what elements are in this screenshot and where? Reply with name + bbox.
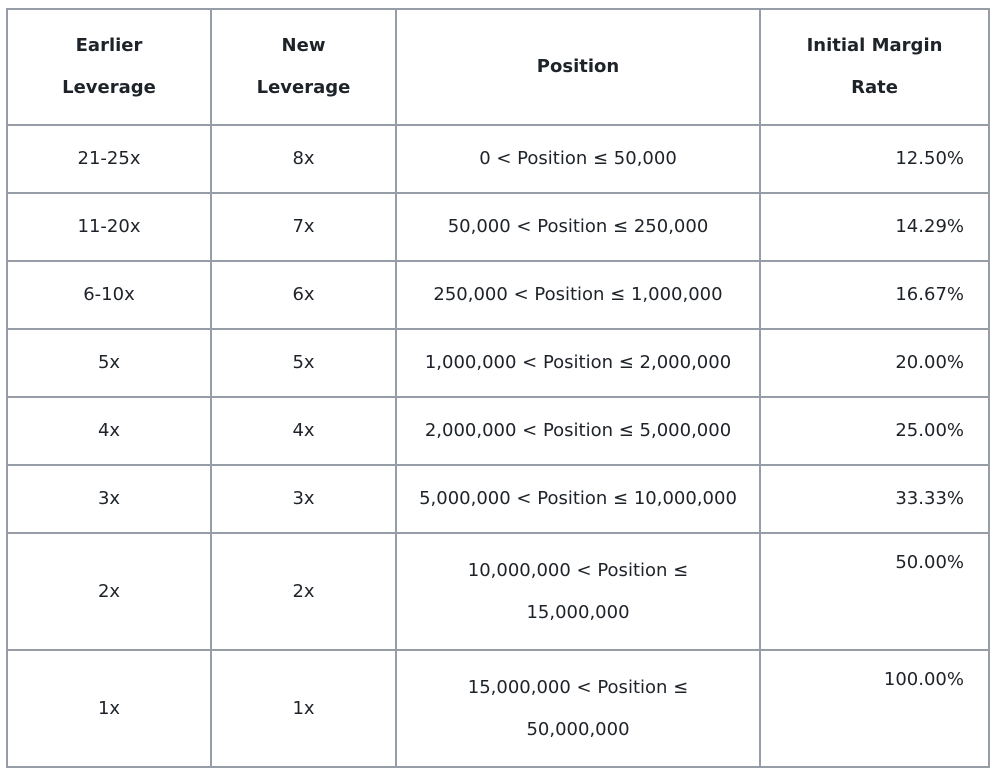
header-rate-line2: Rate — [851, 77, 898, 98]
table-row — [7, 465, 989, 533]
cell-earlier-leverage: 6-10x — [7, 261, 211, 329]
header-rate-line1: Initial Margin — [806, 35, 943, 56]
table-row — [7, 193, 989, 261]
cell-initial-margin-rate: 20.00% — [760, 329, 989, 397]
header-position-label: Position — [536, 56, 620, 77]
header-earlier-leverage — [7, 9, 211, 125]
cell-position: 1,000,000 < Position ≤ 2,000,000 — [396, 329, 760, 397]
cell-earlier-leverage: 3x — [7, 465, 211, 533]
cell-initial-margin-rate: 25.00% — [760, 397, 989, 465]
cell-position-text: 15,000,000 < Position ≤ 50,000,000 — [467, 676, 689, 740]
cell-position — [396, 650, 760, 767]
cell-position: 0 < Position ≤ 50,000 — [396, 125, 760, 193]
cell-initial-margin-rate: 50.00% — [760, 533, 989, 650]
cell-earlier-leverage: 2x — [7, 533, 211, 650]
table-row — [7, 125, 989, 193]
cell-initial-margin-rate: 14.29% — [760, 193, 989, 261]
table-header-row — [7, 9, 989, 125]
cell-new-leverage: 4x — [211, 397, 396, 465]
table-row — [7, 397, 989, 465]
cell-earlier-leverage: 21-25x — [7, 125, 211, 193]
leverage-table-container — [6, 8, 990, 768]
header-earlier-line1: Earlier — [75, 35, 143, 56]
cell-initial-margin-rate: 12.50% — [760, 125, 989, 193]
table-row — [7, 533, 989, 650]
header-new-line1: New — [281, 35, 326, 56]
header-position — [396, 9, 760, 125]
header-earlier-line2: Leverage — [62, 77, 156, 98]
cell-earlier-leverage: 11-20x — [7, 193, 211, 261]
leverage-table — [6, 8, 990, 768]
cell-position-text: 10,000,000 < Position ≤ 15,000,000 — [467, 559, 689, 623]
cell-earlier-leverage: 4x — [7, 397, 211, 465]
cell-position: 2,000,000 < Position ≤ 5,000,000 — [396, 397, 760, 465]
cell-new-leverage: 5x — [211, 329, 396, 397]
cell-earlier-leverage: 1x — [7, 650, 211, 767]
cell-initial-margin-rate: 33.33% — [760, 465, 989, 533]
cell-earlier-leverage: 5x — [7, 329, 211, 397]
cell-position: 5,000,000 < Position ≤ 10,000,000 — [396, 465, 760, 533]
cell-position: 250,000 < Position ≤ 1,000,000 — [396, 261, 760, 329]
cell-new-leverage: 8x — [211, 125, 396, 193]
header-new-line2: Leverage — [256, 77, 351, 98]
table-row — [7, 329, 989, 397]
cell-position: 50,000 < Position ≤ 250,000 — [396, 193, 760, 261]
cell-new-leverage: 2x — [211, 533, 396, 650]
table-row — [7, 650, 989, 767]
header-new-leverage — [211, 9, 396, 125]
cell-initial-margin-rate: 100.00% — [760, 650, 989, 767]
table-row — [7, 261, 989, 329]
cell-initial-margin-rate: 16.67% — [760, 261, 989, 329]
cell-new-leverage: 1x — [211, 650, 396, 767]
cell-position — [396, 533, 760, 650]
cell-new-leverage: 7x — [211, 193, 396, 261]
cell-new-leverage: 3x — [211, 465, 396, 533]
header-initial-margin-rate — [760, 9, 989, 125]
cell-new-leverage: 6x — [211, 261, 396, 329]
